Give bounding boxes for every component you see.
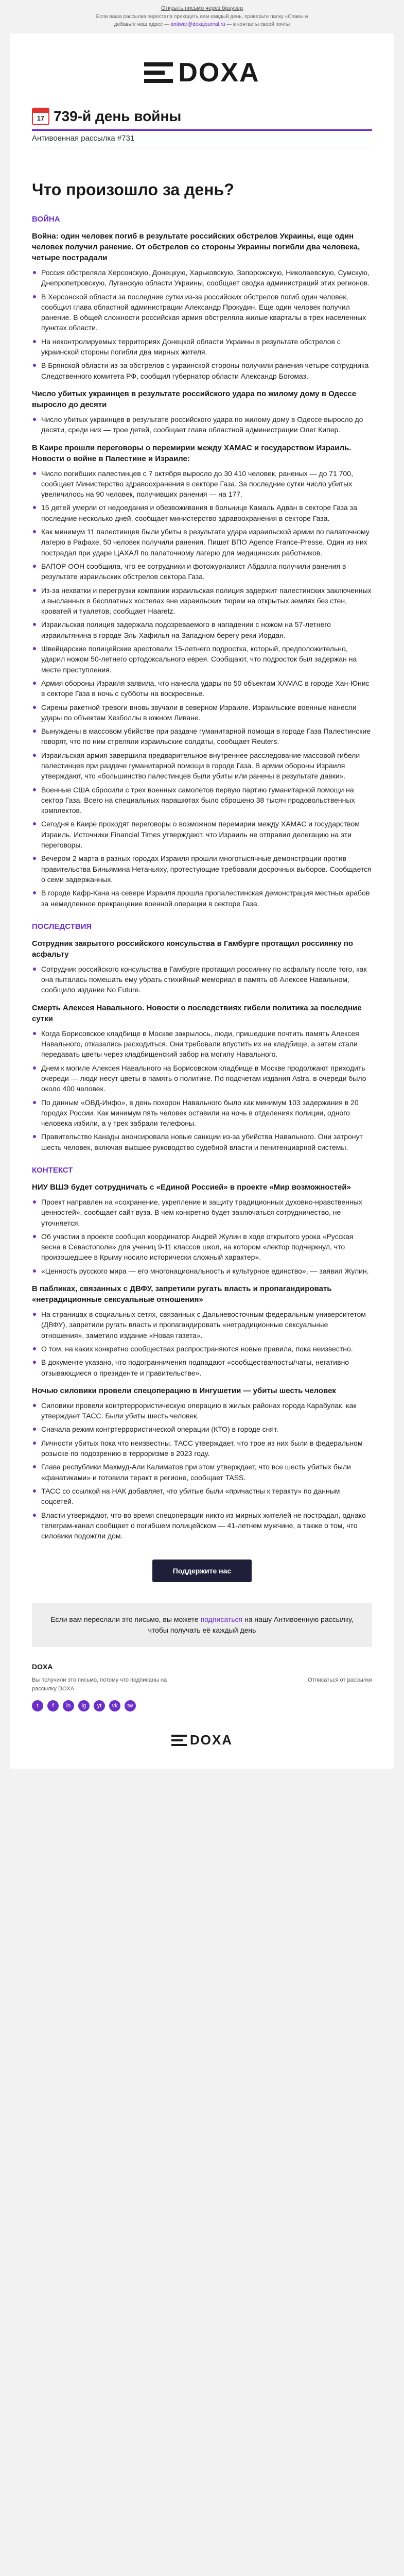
divider — [32, 129, 372, 131]
social-icon[interactable]: t — [32, 1700, 43, 1711]
preheader-text: Если ваша рассылка перестала приходить вам каждый день, проверьте папку «Спам» и добавьте наш адрес — — [96, 14, 308, 27]
news-item: Глава республики Махмуд-Али Калиматов при этом утверждает, что все шесть убитых были «фанатиками» и готовили теракт в регионе, сообщает TASS. — [32, 1462, 372, 1483]
news-item: Вынуждены в массовом убийстве при раздаче гуманитарной помощи в городе Газа Палестинские говорят, что по ним стреляли израильские солдаты, сообщает Reuters. — [32, 726, 372, 747]
subscribe-link[interactable]: подписаться — [200, 1615, 243, 1624]
social-icon[interactable]: ig — [78, 1700, 90, 1711]
news-lead: Смерть Алексея Навального. Новости о последствиях гибели политика за последние сутки — [32, 1003, 362, 1023]
news-item: Силовики провели контртеррористическую операцию в жилых районах города Карабулак, как утверждает ТАСС. Были убиты шесть человек. — [32, 1400, 372, 1421]
logo[interactable] — [32, 33, 372, 108]
news-item: Проект направлен на «сохранение, укрепление и защиту традиционных духовно-нравственных ценностей», сообщает сайт вуза. В чем конкретно будет заключаться сотрудничество, не уточняется. — [32, 1197, 372, 1228]
news-item: Днем к могиле Алексея Навального на Борисовском кладбище в Москве продолжают приходить очереди — люди несут цветы в память о политике. По подсчетам издания Astra, в очереди было около 400 человек. — [32, 1063, 372, 1094]
page-title: Что произошло за день? — [32, 180, 234, 199]
open-in-browser-link[interactable]: Открыть письмо через браузер — [161, 5, 243, 11]
logo-mark-icon — [144, 61, 173, 84]
news-lead: Ночью силовики провели спецоперацию в Ингушетии — убиты шесть человек — [32, 1386, 336, 1395]
footer-notice: Вы получили это письмо, потому что подписаны на рассылку DOXA. — [32, 1677, 167, 1692]
news-item: Армия обороны Израиля заявила, что нанесла удары по 50 объектам ХАМАС в городе Хан-Юнис в секторе Газа в ночь с субботы на воскресенье. — [32, 678, 372, 699]
news-item: «Ценность русского мира — его многонациональность и культурное единство», — заявил Жулин. — [32, 1266, 372, 1276]
news-lead: В пабликах, связанных с ДВФУ, запретили ругать власть и пропагандировать «нетрадиционные сексуальные отношения» — [32, 1284, 332, 1304]
news-item: Личности убитых пока что неизвестны. ТАСС утверждает, что трое из них были в федеральном розыске по подозрению в терроризме в 2023 году. — [32, 1438, 372, 1459]
news-item: Сотрудник российского консульства в Гамбурге протащил россиянку по асфальту после того, как она пыталась помешать ему убрать стихийный мемориал в память об Алексее Навальном, сообщило издание No Future. — [32, 964, 372, 995]
social-icon[interactable]: in — [63, 1700, 74, 1711]
footer-logo[interactable] — [32, 1722, 372, 1753]
preheader — [94, 13, 310, 28]
social-links — [32, 1700, 372, 1711]
news-item: 15 детей умерли от недоедания и обезвоживания в больнице Камаль Адван в секторе Газа за последние несколько дней, сообщает министерство здравоохранения в секторе Газа. — [32, 502, 372, 523]
logo-text: DOXA — [178, 58, 260, 88]
news-item: Сирены ракетной тревоги вновь звучали в северном Израиле. Израильские военные нанесли удары по объектам Хезболлы в южном Ливане. — [32, 702, 372, 723]
calendar-icon: 17 — [32, 108, 49, 125]
news-list — [32, 468, 372, 909]
footer-logo-text: DOXA — [189, 1732, 233, 1748]
news-list — [32, 1309, 372, 1378]
forward-text-b: на нашу Антивоенную рассылку, чтобы получать её каждый день — [148, 1615, 354, 1635]
news-sections — [32, 215, 372, 1541]
news-item: Швейцарские полицейские арестовали 15-летнего подростка, который, предположительно, ударил ножом 50-летнего ортодоксального еврея. Сообщают, что подросток был задержан на месте преступления. — [32, 643, 372, 675]
news-item: Россия обстреляла Херсонскую, Донецкую, Харьковскую, Запорожскую, Николаевскую, Сумскую, Днепропетровскую, Луганскую области Украины, сообщает сводка администраций этих регионов. — [32, 267, 372, 289]
forward-notice — [32, 1603, 372, 1647]
news-item: Военные США сбросили с трех военных самолетов первую партию гуманитарной помощи на сектор Газа. Всего на специальных парашютах было сброшено 38 тысяч продовольственных комплектов. — [32, 785, 372, 816]
logo-mark-icon — [171, 1734, 187, 1747]
news-item: О том, на каких конкретно сообществах распространяются новые правила, пока неизвестно. — [32, 1344, 372, 1354]
news-lead: Сотрудник закрытого российского консульства в Гамбурге протащил россиянку по асфальту — [32, 939, 354, 959]
news-item: Сначала режим контртеррористической операции (КТО) в городе снят. — [32, 1424, 372, 1434]
news-lead: НИУ ВШЭ будет сотрудничать с «Единой Россией» в проекте «Мир возможностей» — [32, 1183, 351, 1192]
social-icon[interactable]: yt — [94, 1700, 105, 1711]
news-lead: Война: один человек погиб в результате российских обстрелов Украины, еще один человек получил ранение. От обстрелов со стороны Украины погибли два человека, четыре пострадали — [32, 232, 360, 262]
email-body — [10, 33, 394, 1769]
news-list — [32, 1197, 372, 1276]
news-item: Вечером 2 марта в разных городах Израиля прошли многотысячные демонстрации против правительства Биньямина Нетаньяху, протестующие требовали досрочных выборов. Сообщается о семи задержанных. — [32, 853, 372, 885]
news-list — [32, 964, 372, 995]
topbar — [0, 0, 404, 11]
footer-brand: DOXA — [32, 1663, 53, 1671]
news-item: Правительство Канады анонсировала новые санкции из-за убийства Навального. Они затронут шесть человек, включая высшее руководство судебной власти и пенитенциарной системы. — [32, 1131, 372, 1153]
unsubscribe-link[interactable]: Отписаться от рассылки — [308, 1677, 372, 1684]
news-item: В Брянской области из-за обстрелов с украинской стороны получили ранения четыре сотрудника Следственного комитета РФ, сообщил губернатор области Александр Богомаз. — [32, 360, 372, 381]
social-icon[interactable]: vk — [109, 1700, 120, 1711]
news-item: БАПОР ООН сообщила, что ее сотрудники и фотожурналист Абдалла получили ранения в результате израильских обстрелов сектора Газа. — [32, 561, 372, 582]
news-list — [32, 1028, 372, 1153]
news-item: Сегодня в Каире проходят переговоры о возможном перемирии между ХАМАС и государством Израиль. Источники Financial Times утверждают, что Израиль не отправил делегацию на эти переговоры. — [32, 819, 372, 850]
news-item: На неконтролируемых территориях Донецкой области Украины в результате обстрелов с украинской стороны погибли два мирных жителя. — [32, 336, 372, 358]
section-heading: ПОСЛЕДСТВИЯ — [32, 922, 92, 931]
news-item: В документе указано, что подогранничения подпадают «сообщества/посты/чаты, негативно отзывающиеся о президенте и правительстве». — [32, 1357, 372, 1378]
news-item: По данным «ОВД-Инфо», в день похорон Навального было как минимум 103 задержания в 20 городах России. Как минимум пять человек оставили на ночь в отделениях полиции, одного человека избили, а у трех забрали телефоны. — [32, 1097, 372, 1129]
news-item: Власти утверждают, что во время спецоперации никто из мирных жителей не пострадал, однако телеграм-канал сообщает о погибшем полицейском — 41-летнем мужчине, а также о том, что силовики подожгли дом. — [32, 1510, 372, 1541]
news-item: В Херсонской области за последние сутки из-за российских обстрелов погиб один человек, сообщил глава областной администрации Александр Прокудин. Еще один человек получил ранение. В общей сложности российская армия обстреляла жилые кварталы в трех населенных пунктах области. — [32, 292, 372, 333]
issue-number: Антивоенная рассылка #731 — [32, 134, 372, 147]
news-item: Из-за нехватки и перегрузки компании израильская полиция задержит палестинских заключенных и высланных в бесплатных хостелах вне израильских тюрем на открытых землях без стен, кроватей и туалетов, сообщает Haaretz. — [32, 585, 372, 617]
section-heading: КОНТЕКСТ — [32, 1166, 73, 1175]
news-item: Об участии в проекте сообщил координатор Андрей Жулин в ходе открытого урока «Русская весна в Севастополе» для учениц 9-11 классов школ, на котором «лектор подчеркнул, что произошедшее в Крыму носило исторически сложный характер». — [32, 1231, 372, 1263]
news-lead: В Каире прошли переговоры о перемирии между ХАМАС и государством Израиль. Новости о войне в Палестине и Израиле: — [32, 443, 352, 463]
news-item: Когда Борисовское кладбище в Москве закрылось, люди, пришедшие почтить память Алексея Навального, отказались расходиться. Они требовали впустить их на кладбище, а затем стали передавать цветы через кладбищенский забор на могилу Навального. — [32, 1028, 372, 1060]
news-item: В городе Кафр-Кана на севере Израиля прошла пропалестинская демонстрация местных арабов за немедленное прекращение военной операции в секторе Газа. — [32, 888, 372, 909]
news-item: Как минимум 11 палестинцев были убиты в результате удара израильской армии по палаточному лагерю в Рафахе, 50 человек получили ранения. Пишет ВПО Agence France-Presse. Один из них пострадал при ударе ЦАХАЛ по палаточному лагерю для медицинских работников. — [32, 527, 372, 558]
news-item: Число погибших палестинцев с 7 октября выросло до 30 410 человек, раненых — до 71 700, сообщает Министерство здравоохранения в секторе Газа. За последние сутки число убитых увеличилось на 90 человек, получивших ранения — на 177. — [32, 468, 372, 500]
news-item: Число убитых украинцев в результате российского удара по жилому дому в Одессе выросло до десяти, среди них — трое детей, сообщает глава областной администрации Олег Кипер. — [32, 414, 372, 435]
day-header — [32, 108, 372, 129]
footer-columns — [32, 1676, 372, 1693]
social-icon[interactable]: tw — [125, 1700, 136, 1711]
news-item: Израильская армия завершила предварительное внутреннее расследование массовой гибели палестинцев при раздаче гуманитарной помощи в городе Газа. В армии обороны Израиля утверждают, что «большинство палестинцев были убиты или ранены в результате давки». — [32, 750, 372, 782]
preheader-tail: — в контакты своей почты — [226, 21, 290, 27]
email-link[interactable]: antiwar@doxajournal.ru — [170, 21, 225, 27]
news-list — [32, 1400, 372, 1541]
day-title: 739-й день войны — [54, 108, 182, 124]
forward-text-a: Если вам переслали это письмо, вы можете — [50, 1615, 199, 1624]
news-item: На страницах в социальных сетях, связанных с Дальневосточным федеральным университетом (ДВФУ), запретили ругать власть и пропагандировать «нетрадиционные сексуальные отношения», заметило издание «Новая газета». — [32, 1309, 372, 1341]
news-list — [32, 267, 372, 381]
section-heading: ВОЙНА — [32, 215, 60, 224]
news-item: Израильская полиция задержала подозреваемого в нападении с ножом на 57-летнего израильтянина в городе Эль-Хафилья на Западном берегу реки Иордан. — [32, 619, 372, 640]
news-item: ТАСС со ссылкой на НАК добавляет, что убитые были «причастны к теракту» по данным соцсетей. — [32, 1486, 372, 1507]
news-list — [32, 414, 372, 435]
support-button[interactable]: Поддержите нас — [152, 1560, 252, 1582]
news-lead: Число убитых украинцев в результате российского удара по жилому дому в Одессе выросло до десяти — [32, 389, 357, 409]
social-icon[interactable]: f — [47, 1700, 59, 1711]
